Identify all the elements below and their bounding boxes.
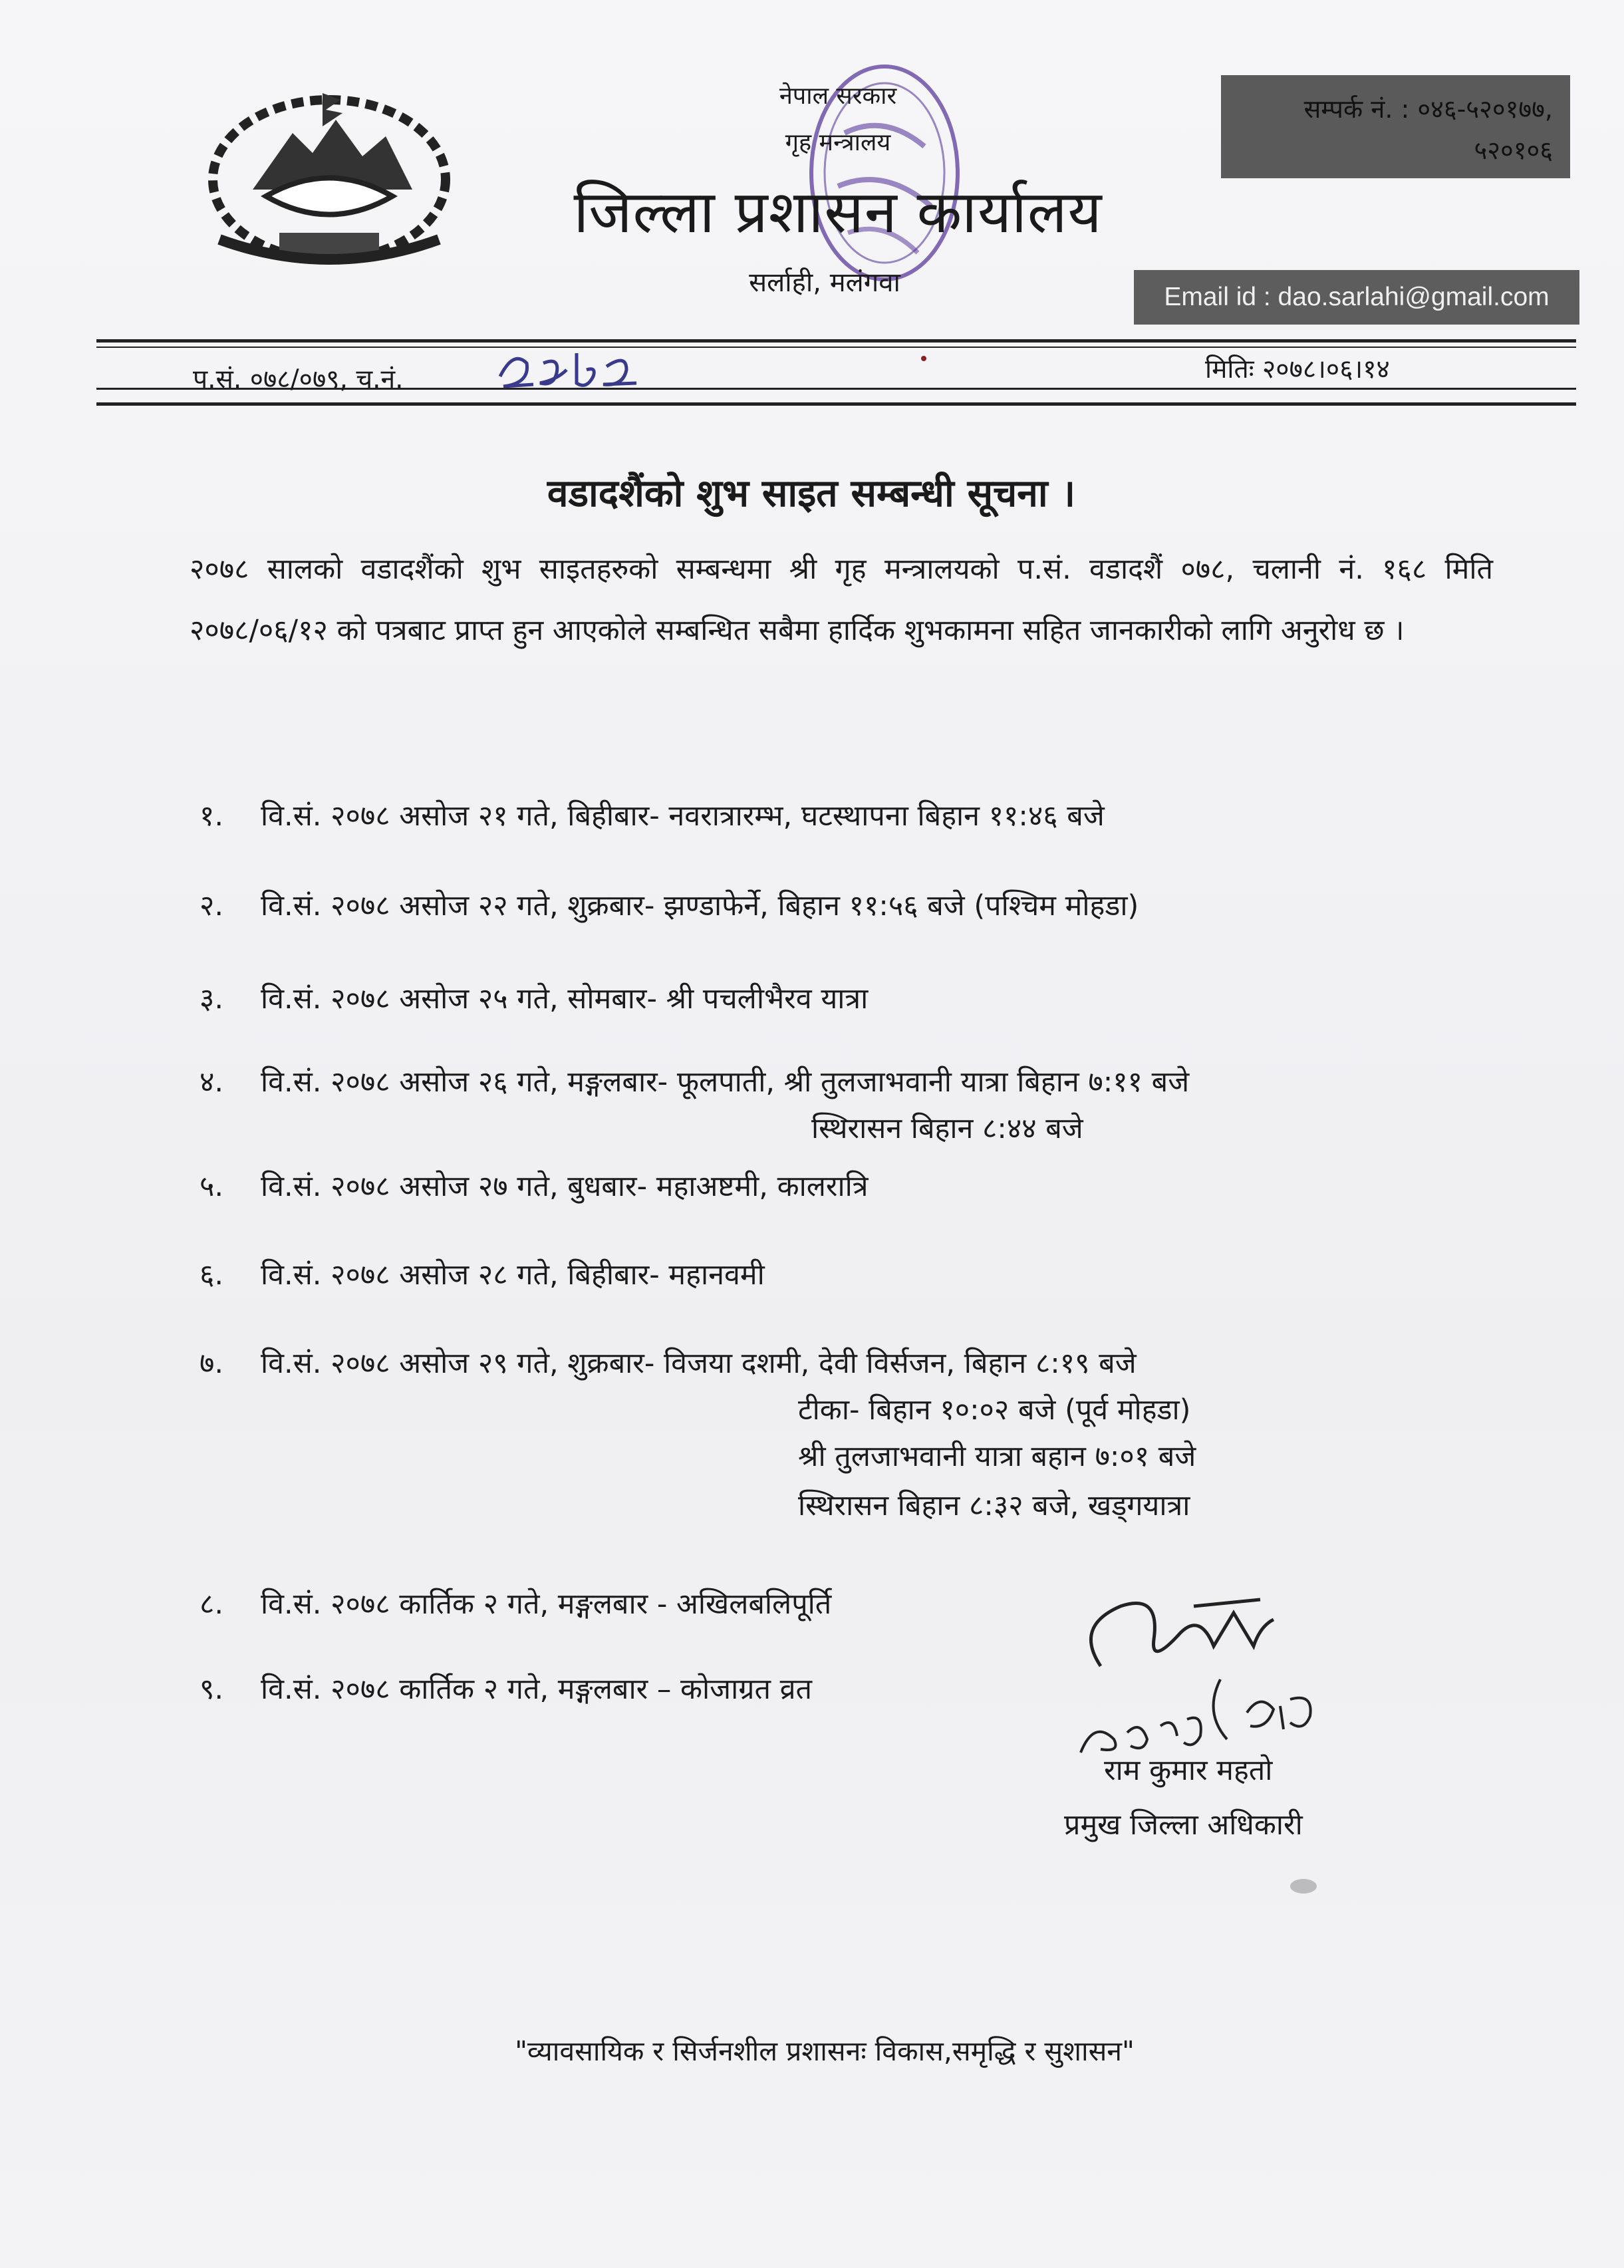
dispatch-number-handwritten bbox=[493, 343, 646, 399]
letter-date: मितिः २०७८।०६।१४ bbox=[1205, 354, 1390, 384]
item-number: ६. bbox=[200, 1258, 224, 1292]
email-box: Email id : dao.sarlahi@gmail.com bbox=[1134, 270, 1579, 325]
item-text: वि.सं. २०७८ असोज २५ गते, सोमबार- श्री पचलीभैरव यात्रा bbox=[261, 982, 869, 1016]
item-continuation: स्थिरासन बिहान ८:४४ बजे bbox=[811, 1112, 1083, 1145]
list-item bbox=[200, 1165, 869, 1205]
item-text: वि.सं. २०७८ असोज २९ गते, शुक्रबार- विजया दशमी, देवी विर्सजन, बिहान ८:१९ बजे bbox=[261, 1347, 1137, 1380]
item-number: ९. bbox=[200, 1673, 224, 1706]
notice-subject: वडादशैंको शुभ साइत सम्बन्धी सूचना । bbox=[547, 472, 1076, 515]
office-location: सर्लाही, मलंगवा bbox=[749, 267, 900, 298]
header-rule-top-thin bbox=[96, 347, 1576, 348]
item-number: ३. bbox=[200, 982, 224, 1016]
item-text: वि.सं. २०७८ असोज २८ गते, बिहीबार- महानवमी bbox=[261, 1258, 765, 1292]
contact-line-1: सम्पर्क नं. : ०४६-५२०१७७, bbox=[1303, 94, 1553, 124]
item-number: ७. bbox=[200, 1347, 224, 1380]
ink-speck bbox=[921, 356, 926, 361]
item-number: १. bbox=[200, 799, 224, 833]
list-item bbox=[200, 978, 868, 1017]
office-title: जिल्ला प्रशासन कार्यालय bbox=[573, 178, 1103, 246]
notice-intro: २०७८ सालको वडादशैंको शुभ साइतहरुको सम्बन्धमा श्री गृह मन्त्रालयको प.सं. वडादशैं ०७८, चलानी नं. १६८ मिति २०७८/०६/१२ को पत्रबाट प्राप्त हुन आएकोले सम्बन्धित सबैमा हार्दिक शुभकामना सहित जानकारीको लागि अनुरोध छ । bbox=[190, 553, 1493, 647]
header-rule-bottom-thick bbox=[96, 402, 1576, 406]
list-item bbox=[200, 1254, 765, 1293]
signer-title: प्रमुख जिल्ला अधिकारी bbox=[1064, 1808, 1303, 1842]
contact-line-2: ५२०१०६ bbox=[1474, 136, 1553, 165]
item-number: ४. bbox=[200, 1065, 224, 1099]
ink-smudge bbox=[1290, 1879, 1317, 1894]
ministry-name: गृह मन्त्रालय bbox=[785, 129, 891, 156]
list-item bbox=[200, 1061, 1189, 1100]
item-text: वि.सं. २०७८ कार्तिक २ गते, मङ्गलबार - अखिलबलिपूर्ति bbox=[261, 1588, 832, 1621]
list-item bbox=[200, 1668, 812, 1707]
item-continuation: स्थिरासन बिहान ८:३२ बजे, खड्गयात्रा bbox=[798, 1489, 1190, 1522]
list-item bbox=[200, 1583, 831, 1622]
item-text: वि.सं. २०७८ असोज २१ गते, बिहीबार- नवरात्रारम्भ, घटस्थापना बिहान ११:४६ बजे bbox=[261, 799, 1105, 833]
header-rule-top bbox=[96, 339, 1576, 343]
signer-name: राम कुमार महतो bbox=[1104, 1754, 1273, 1787]
nepal-emblem-icon bbox=[193, 80, 466, 273]
contact-box bbox=[1221, 75, 1570, 178]
item-number: ५. bbox=[200, 1170, 224, 1203]
list-item bbox=[200, 795, 1105, 834]
government-name: नेपाल सरकार bbox=[779, 82, 897, 110]
item-number: २. bbox=[200, 889, 224, 922]
list-item bbox=[200, 885, 1139, 924]
item-text: वि.सं. २०७८ कार्तिक २ गते, मङ्गलबार – कोजाग्रत व्रत bbox=[261, 1673, 813, 1706]
item-number: ८. bbox=[200, 1588, 224, 1621]
footer-motto: "व्यावसायिक र सिर्जनशील प्रशासनः विकास,समृद्धि र सुशासन" bbox=[515, 2035, 1135, 2067]
list-item bbox=[200, 1342, 1137, 1381]
item-text: वि.सं. २०७८ असोज २६ गते, मङ्गलबार- फूलपाती, श्री तुलजाभवानी यात्रा बिहान ७:११ बजे bbox=[261, 1065, 1190, 1099]
item-text: वि.सं. २०७८ असोज २७ गते, बुधबार- महाअष्टमी, कालरात्रि bbox=[261, 1170, 869, 1203]
item-continuation: श्री तुलजाभवानी यात्रा बहान ७:०१ बजे bbox=[798, 1440, 1196, 1473]
handwritten-signature-icon bbox=[1061, 1586, 1340, 1762]
item-continuation: टीका- बिहान १०:०२ बजे (पूर्व मोहडा) bbox=[798, 1393, 1191, 1427]
reference-number: प.सं. ०७८/०७९, च.नं. bbox=[193, 364, 404, 394]
item-text: वि.सं. २०७८ असोज २२ गते, शुक्रबार- झण्डाफेर्ने, बिहान ११:५६ बजे (पश्चिम मोहडा) bbox=[261, 889, 1139, 922]
